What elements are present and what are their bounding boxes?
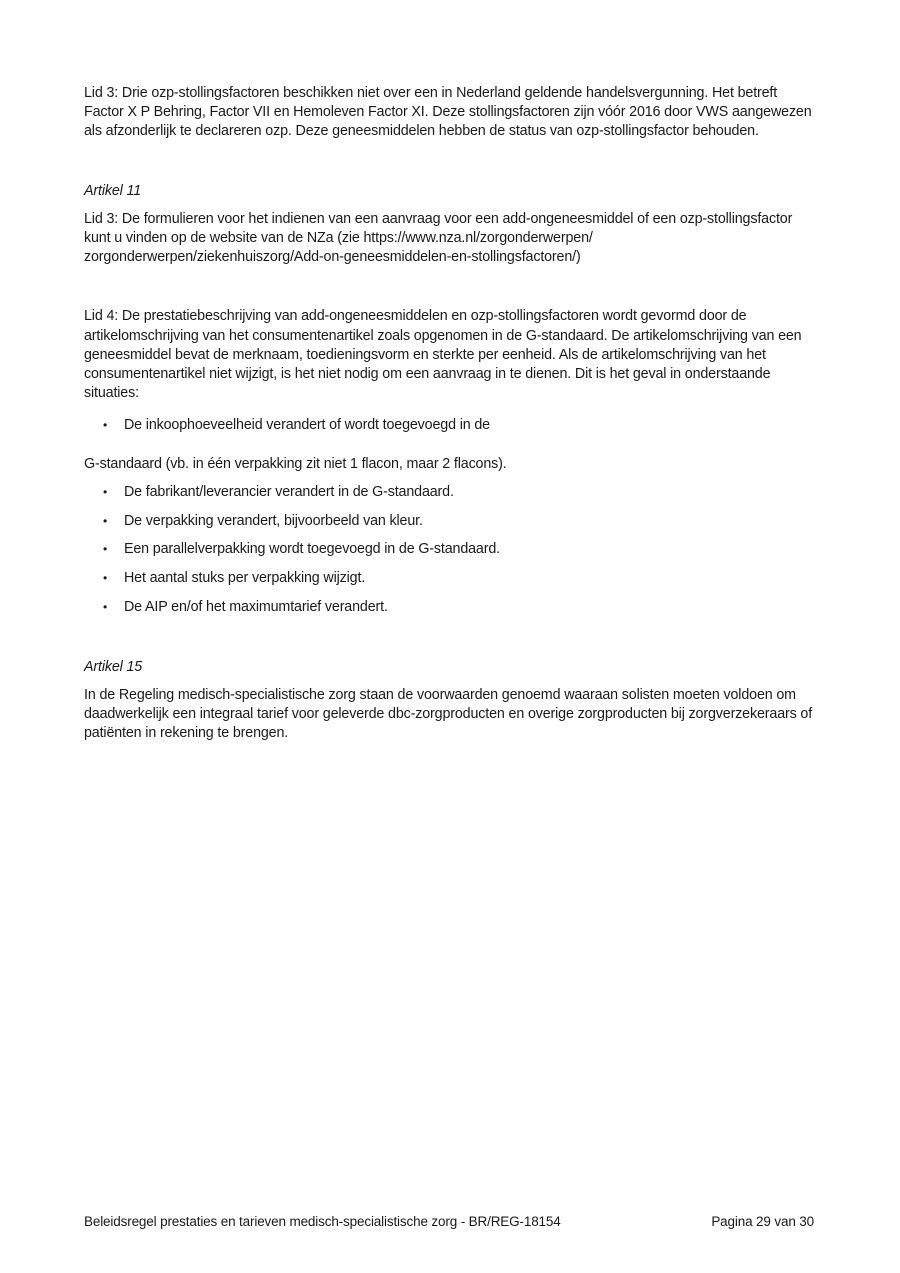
list-item-text: De inkoophoeveelheid verandert of wordt toegevoegd in de [124,417,490,434]
bullet-list-first [84,416,816,435]
list-item [84,483,816,502]
list-item [84,416,816,435]
list-item [84,540,816,559]
paragraph-artikel11-lid3: Lid 3: De formulieren voor het indienen van een aanvraag voor een add-ongeneesmiddel of een ozp-stollingsfactor kunt u vinden op de website van de NZa (zie https://www.nza.nl/zorgonderwerpen/ zorgonderwerpen/ziekenhuiszorg/Add-on-geneesmiddelen-en-stollingsfactoren/) [84,210,793,266]
bullet-icon: • [103,570,108,585]
bullet-icon: • [103,513,108,528]
heading-artikel-15: Artikel 15 [84,658,143,675]
footer-document-title: Beleidsregel prestaties en tarieven medisch-specialistische zorg - BR/REG-18154 [84,1214,561,1229]
footer-page-indicator: Pagina 29 van 30 [711,1214,814,1229]
paragraph-artikel11-lid4: Lid 4: De prestatiebeschrijving van add-ongeneesmiddelen en ozp-stollingsfactoren wordt gevormd door de artikelomschrijving van het consumentenartikel zoals opgenomen in de G-standaard. De artikelomschrijving van een geneesmiddel bevat de merknaam, toedieningsvorm en sterkte per eenheid. Als de artikelomschrijving van het consumentenartikel niet wijzigt, is het niet nodig om een aanvraag in te dienen. Dit is het geval in onderstaande situaties: [84,308,802,402]
bullet-icon: • [103,484,108,499]
bullet-icon: • [103,599,108,614]
list-item-text: Het aantal stuks per verpakking wijzigt. [124,569,366,586]
list-item [84,569,816,588]
page-footer [84,1213,814,1230]
list-item-text: De verpakking verandert, bijvoorbeeld van kleur. [124,512,423,529]
list-item-text: Een parallelverpakking wordt toegevoegd in de G-standaard. [124,541,500,558]
paragraph-artikel15-body: In de Regeling medisch-specialistische zorg staan de voorwaarden genoemd waaraan solisten moeten voldoen om daadwerkelijk een integraal tarief voor geleverde dbc-zorgproducten en overige zorgproducten bij zorgverzekeraars of patiënten in rekening te brengen. [84,687,813,742]
list-item-text: De AIP en/of het maximumtarief verandert. [124,598,388,615]
bullet-icon: • [103,418,108,433]
heading-artikel-11: Artikel 11 [84,182,142,199]
list-item-text: De fabrikant/leverancier verandert in de G-standaard. [124,483,454,500]
list-item [84,512,816,531]
page-content [84,84,816,744]
list-item [84,598,816,617]
bullet-icon: • [103,542,108,557]
paragraph-gstandaard-continuation: G-standaard (vb. in één verpakking zit niet 1 flacon, maar 2 flacons). [84,455,507,472]
paragraph-lid3-handelsvergunning: Lid 3: Drie ozp-stollingsfactoren beschikken niet over een in Nederland geldende handelsvergunning. Het betreft Factor X P Behring, Factor VII en Hemoleven Factor XI. Deze stollingsfactoren zijn vóór 2016 door VWS aangewezen als afzonderlijk te declareren ozp. Deze geneesmiddelen hebben de status van ozp-stollingsfactor behouden. [84,85,812,140]
bullet-list-situations [84,483,816,617]
